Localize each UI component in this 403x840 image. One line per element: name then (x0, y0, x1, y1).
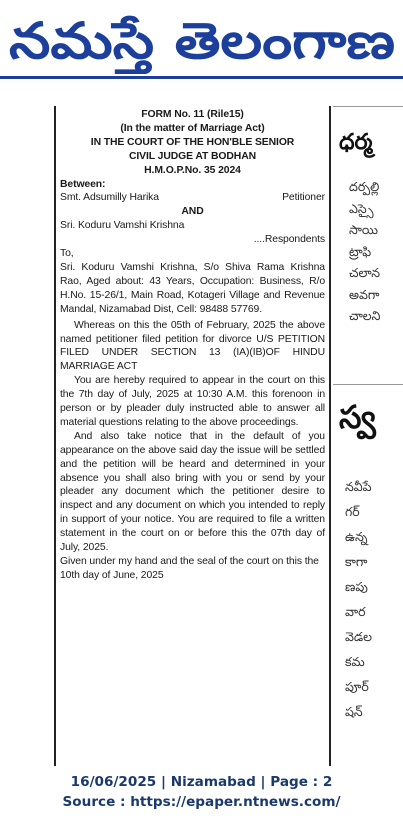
respondent-role: ....Respondents (253, 234, 325, 246)
side-divider-top (333, 106, 403, 107)
side-line: ఉన్న (345, 529, 368, 544)
side-line: దర్పల్లి (349, 179, 380, 194)
masthead (0, 0, 403, 80)
petitioner-row (60, 191, 325, 205)
respondent-name: Sri. Koduru Vamshi Krishna (60, 220, 185, 232)
side-divider-middle (333, 384, 403, 385)
side-line: గర్ (345, 504, 360, 519)
form-title: FORM No. 11 (Rile15) (141, 109, 244, 120)
masthead-logo (6, 2, 398, 74)
matter-line: (In the matter of Marriage Act) (120, 122, 265, 134)
to-label: To, (60, 248, 74, 260)
footer (0, 772, 403, 812)
side-line: ణపు (345, 579, 368, 594)
and-label: AND (181, 206, 204, 218)
side-line: పూర్ (345, 679, 369, 694)
side-line: ట్రాఫి (349, 243, 372, 259)
side-heading-1: ధర్మ (339, 130, 373, 155)
side-line: షన్ (345, 704, 363, 719)
side-line: చలాన (349, 265, 380, 280)
side-line: వార (345, 604, 366, 619)
side-line: అవగా (349, 286, 380, 302)
court-notice (54, 106, 331, 766)
side-line: సాయి (349, 222, 378, 237)
side-text-block-2 (345, 474, 403, 724)
given-under-paragraph: Given under my hand and the seal of the court on this the 10th day of June, 2025 (60, 556, 319, 581)
side-line: కాగా (345, 554, 368, 569)
between-label: Between: (60, 178, 106, 190)
court-line-2: CIVIL JUDGE AT BODHAN (128, 150, 257, 162)
petitioner-role: Petitioner (282, 192, 325, 204)
side-line: నవీపే (345, 479, 372, 494)
footer-date-line: 16/06/2025 | Nizamabad | Page : 2 (70, 774, 333, 790)
side-line: చాలని (349, 308, 381, 323)
side-column (333, 86, 403, 766)
whereas-paragraph: Whereas on this the 05th of February, 2025 the above named petitioner filed petition for divorce U/S PETITION FILED UNDER SECTION 13 (IA)(IB)OF HINDU MARRIAGE ACT (60, 319, 325, 373)
side-text-block-1 (349, 176, 403, 327)
side-line: వెడల (345, 629, 373, 644)
side-line: ఎస్సై (349, 200, 374, 216)
respondent-address: Sri. Koduru Vamshi Krishna, S/o Shiva Rama Krishna Rao, Aged about: 43 Years, Occupation: Business, R/o H.No. 15-26/1, Main Road, Kotageri Village and Revenue Mandal, Nizamabad Dist, Cell: 98488 57769. (60, 261, 325, 315)
case-number: H.M.O.P.No. 35 2024 (144, 164, 241, 176)
required-paragraph: You are hereby required to appear in the court on this the 7th day of July, 2025 at 10:30 A.M. this forenoon in person or by pleader duly instructed able to answer all material questions relating to the above proceedings. (60, 375, 325, 428)
masthead-title: నమస్తే తెలంగాణ (9, 12, 337, 70)
petitioner-name: Smt. Adsumilly Harika (60, 192, 159, 204)
footer-source-link[interactable]: Source : https://epaper.ntnews.com/ (62, 794, 341, 810)
court-line-1: IN THE COURT OF THE HON'BLE SENIOR (90, 136, 295, 148)
side-heading-2: స్వ (339, 398, 376, 436)
take-notice-paragraph: And also take notice that in the default of you appearance on the above said day the issue will be settled and the petition will be heard and determined in your absence you shall also bring with you or send by your pleader any document which the petitioner desire to inspect and any document on which you intended to reply in support of your notice. You are required to file a written statement in the court on or before this the 07th day of July, 2025. (60, 430, 325, 554)
side-line: కమ (345, 654, 365, 669)
masthead-divider (0, 76, 403, 79)
